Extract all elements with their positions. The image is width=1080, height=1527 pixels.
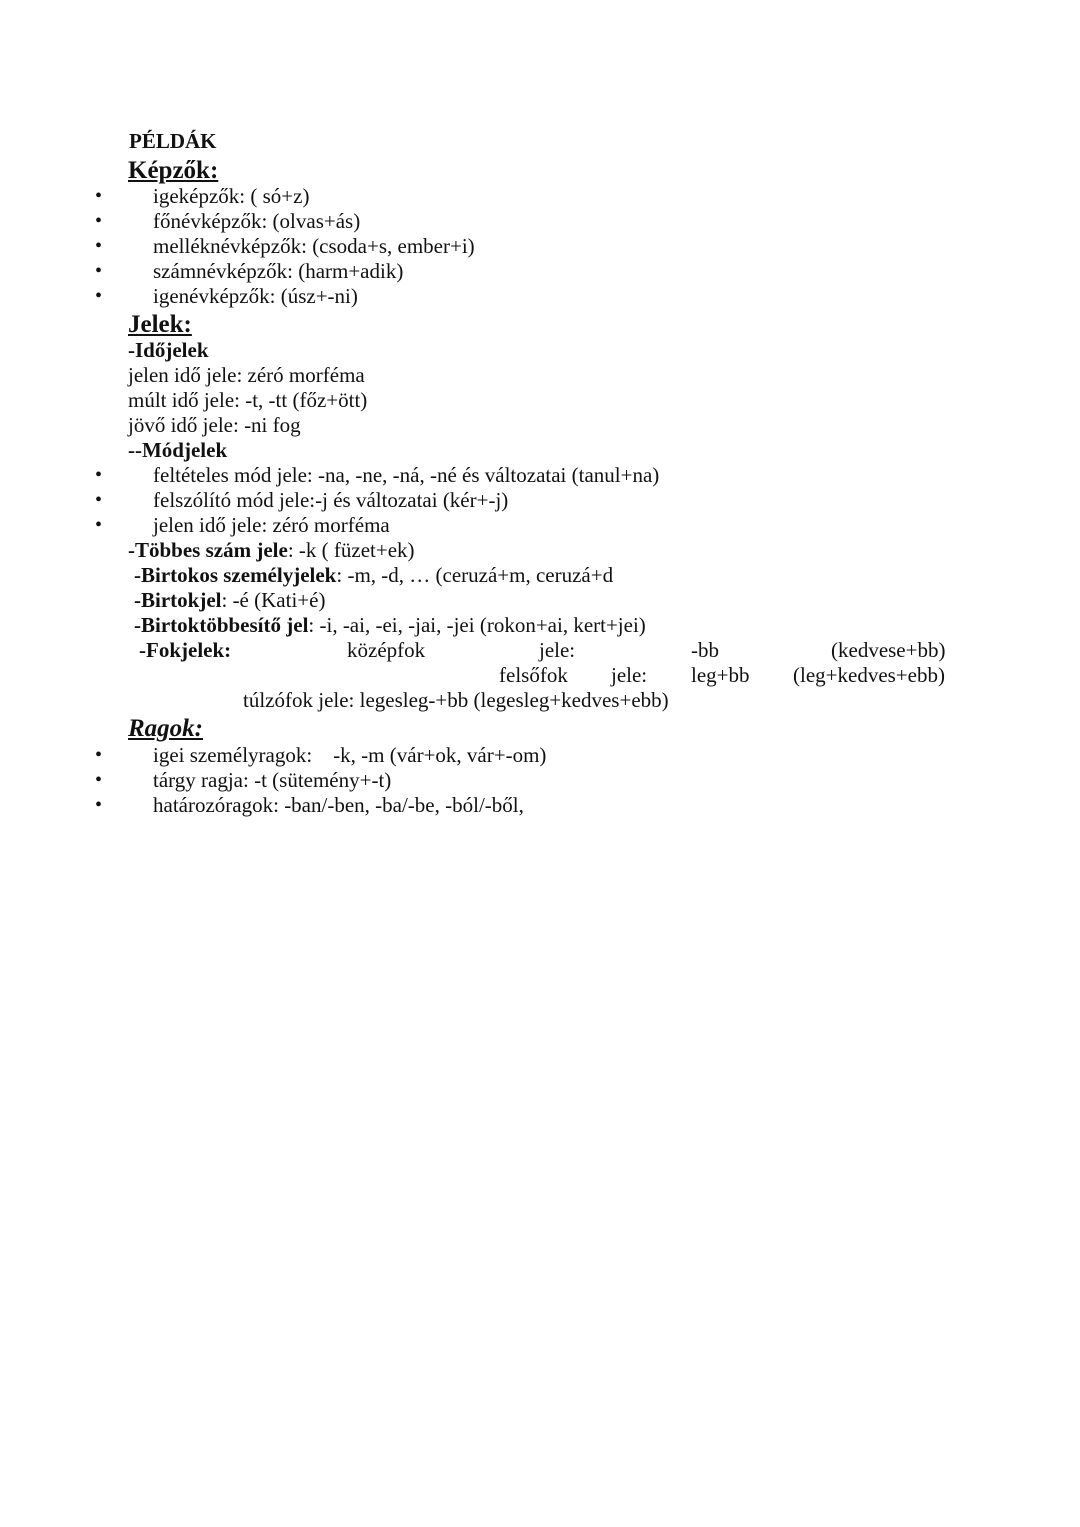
- section-heading-kepzok: Képzők:: [128, 157, 219, 184]
- list-item: számnévképzők: (harm+adik): [153, 259, 404, 283]
- term-label: -Többes szám jele: [128, 538, 288, 562]
- list-item: határozóragok: -ban/-ben, -ba/-be, -ból/-ből,: [153, 793, 524, 817]
- subheading-idojelek: -Időjelek: [128, 338, 209, 362]
- list-item: jelen idő jele: zéró morféma: [153, 513, 390, 537]
- text-line-birtokos: [134, 563, 613, 588]
- text-fragment: (leg+kedves+ebb): [793, 663, 945, 687]
- text-line: jövő idő jele: -ni fog: [128, 413, 301, 437]
- text-fragment: felsőfok: [499, 663, 568, 687]
- list-item: főnévképzők: (olvas+ás): [153, 209, 361, 233]
- text-line: jelen idő jele: zéró morféma: [128, 363, 365, 387]
- bullet: •: [95, 285, 103, 307]
- list-item: feltételes mód jele: -na, -ne, -ná, -né és változatai (tanul+na): [153, 463, 660, 487]
- term-label-fokjelek: -Fokjelek:: [139, 638, 232, 662]
- text-line-birtokjel: [134, 588, 325, 613]
- text-fragment: középfok: [347, 638, 426, 662]
- text-line-tobbes: [128, 538, 415, 563]
- term-label: -Birtoktöbbesítő jel: [134, 613, 309, 637]
- term-text: : -m, -d, … (ceruzá+m, ceruzá+d: [336, 563, 614, 587]
- text-fragment: -bb: [691, 638, 719, 662]
- list-item: igei személyragok: -k, -m (vár+ok, vár+-om): [153, 743, 547, 767]
- list-item: tárgy ragja: -t (sütemény+-t): [153, 768, 392, 792]
- subheading-modjelek: --Módjelek: [128, 438, 228, 462]
- list-item: felszólító mód jele:-j és változatai (kér+-j): [153, 488, 509, 512]
- term-text: : -é (Kati+é): [221, 588, 326, 612]
- bullet: •: [95, 514, 103, 536]
- term-label: -Birtokjel: [134, 588, 222, 612]
- text-fragment: (kedvese+bb): [831, 638, 946, 662]
- bullet: •: [95, 794, 103, 816]
- bullet: •: [95, 235, 103, 257]
- bullet: •: [95, 769, 103, 791]
- list-item: igeképzők: ( só+z): [153, 184, 310, 208]
- term-text: : -i, -ai, -ei, -jai, -jei (rokon+ai, kert+jei): [308, 613, 646, 637]
- list-item: melléknévképzők: (csoda+s, ember+i): [153, 234, 475, 258]
- term-text: : -k ( füzet+ek): [287, 538, 415, 562]
- bullet: •: [95, 210, 103, 232]
- text-line: túlzófok jele: legesleg-+bb (legesleg+kedves+ebb): [243, 688, 669, 712]
- bullet: •: [95, 744, 103, 766]
- text-fragment: jele:: [539, 638, 576, 662]
- bullet: •: [95, 464, 103, 486]
- text-line: múlt idő jele: -t, -tt (főz+ött): [128, 388, 368, 412]
- section-heading-jelek: Jelek:: [128, 311, 192, 338]
- list-item: igenévképzők: (úsz+-ni): [153, 284, 358, 308]
- text-fragment: leg+bb: [691, 663, 750, 687]
- text-line-birtoktobbesito: [134, 613, 646, 638]
- text-fragment: jele:: [611, 663, 648, 687]
- section-heading-ragok: Ragok:: [128, 715, 203, 742]
- page-title: PÉLDÁK: [129, 129, 217, 153]
- bullet: •: [95, 260, 103, 282]
- term-label: -Birtokos személyjelek: [134, 563, 337, 587]
- bullet: •: [95, 489, 103, 511]
- bullet: •: [95, 185, 103, 207]
